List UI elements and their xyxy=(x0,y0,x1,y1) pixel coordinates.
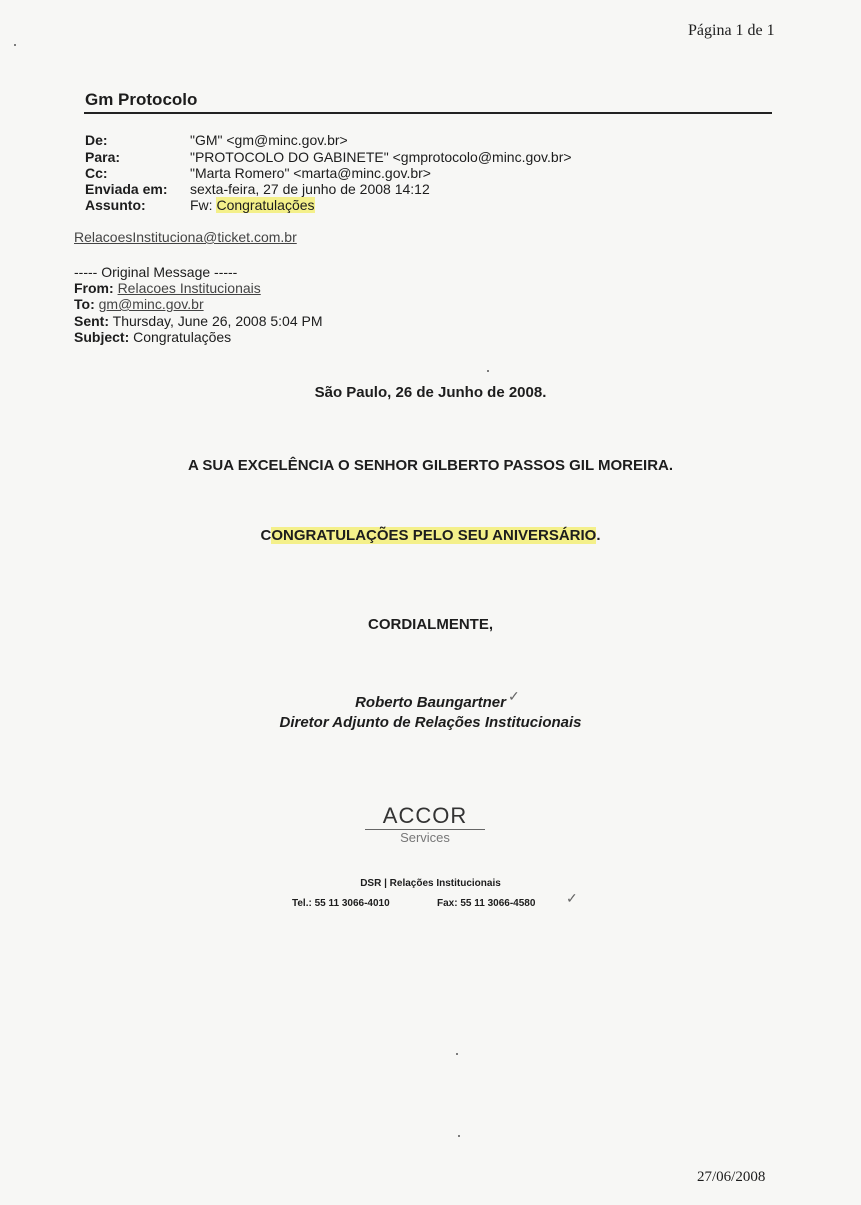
header-value-subject xyxy=(190,197,315,213)
header-label-to: Para: xyxy=(85,149,121,165)
scan-speck xyxy=(487,370,489,372)
original-from: From: Relacoes Institucionais xyxy=(74,280,261,296)
scan-speck xyxy=(458,1135,460,1137)
header-value-to: "PROTOCOLO DO GABINETE" <gmprotocolo@minc.gov.br> xyxy=(190,149,572,165)
scan-speck xyxy=(456,1053,458,1055)
original-message-separator: ----- Original Message ----- xyxy=(74,264,238,280)
header-value-from: "GM" <gm@minc.gov.br> xyxy=(190,132,348,148)
footer-department: DSR | Relações Institucionais xyxy=(360,878,501,889)
footer-telephone: Tel.: 55 11 3066-4010 xyxy=(292,898,390,909)
header-label-sent: Enviada em: xyxy=(85,181,168,197)
header-label-cc: Cc: xyxy=(85,165,108,181)
header-label-from: De: xyxy=(85,132,108,148)
accor-logo xyxy=(360,803,490,845)
subject-highlight: Congratulações xyxy=(216,197,315,213)
letter-addressee: A SUA EXCELÊNCIA O SENHOR GILBERTO PASSOS GIL MOREIRA. xyxy=(187,457,674,474)
checkmark-icon: ✓ xyxy=(566,890,578,906)
scan-speck xyxy=(14,44,16,46)
subject-prefix: Fw: xyxy=(190,197,217,213)
letter-closing: CORDIALMENTE, xyxy=(368,616,493,633)
logo-sub-text: Services xyxy=(400,830,450,845)
footer-fax: Fax: 55 11 3066-4580 xyxy=(437,898,536,909)
original-to: To: gm@minc.gov.br xyxy=(74,296,204,312)
header-value-cc: "Marta Romero" <marta@minc.gov.br> xyxy=(190,165,431,181)
logo-main-text: ACCOR xyxy=(382,803,468,828)
original-sent: Sent: Thursday, June 26, 2008 5:04 PM xyxy=(74,313,323,329)
signer-name: Roberto Baungartner xyxy=(355,694,506,711)
footer-date: 27/06/2008 xyxy=(697,1169,766,1185)
original-from-link[interactable]: Relacoes Institucionais xyxy=(117,280,261,296)
sender-address-link[interactable]: RelacoesInstituciona@ticket.com.br xyxy=(74,229,297,245)
page-number: Página 1 de 1 xyxy=(688,22,775,39)
original-to-link[interactable]: gm@minc.gov.br xyxy=(98,296,204,312)
original-subject: Subject: Congratulações xyxy=(74,329,232,345)
header-value-sent: sexta-feira, 27 de junho de 2008 14:12 xyxy=(190,181,430,197)
title-divider xyxy=(84,112,772,114)
letter-message: CONGRATULAÇÕES PELO SEU ANIVERSÁRIO. xyxy=(260,527,601,544)
email-title: Gm Protocolo xyxy=(85,90,198,109)
letter-place-date: São Paulo, 26 de Junho de 2008. xyxy=(314,384,547,401)
signer-title: Diretor Adjunto de Relações Institucionais xyxy=(279,714,582,731)
header-label-subject: Assunto: xyxy=(85,197,146,213)
checkmark-icon: ✓ xyxy=(508,688,520,704)
message-highlight: ONGRATULAÇÕES PELO SEU ANIVERSÁRIO xyxy=(271,527,597,544)
